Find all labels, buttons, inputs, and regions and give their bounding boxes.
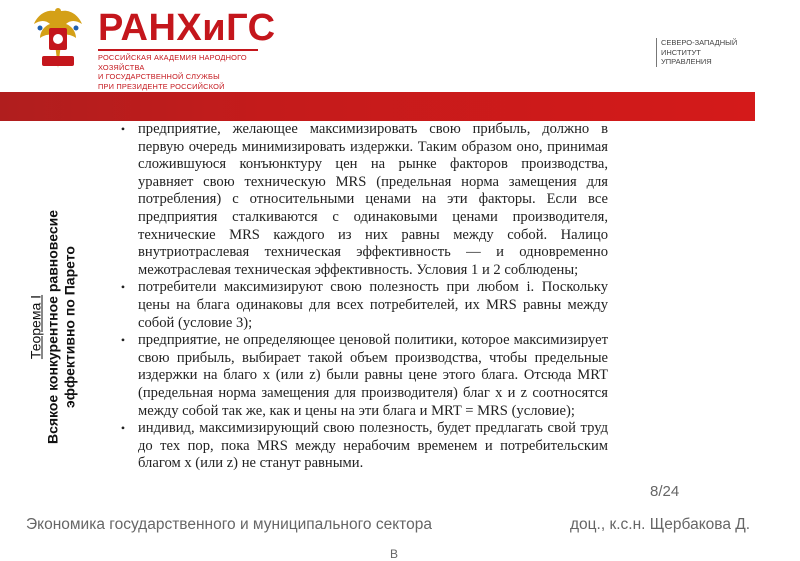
footer-clipped-text: В: [390, 547, 399, 561]
page-number: 8/24: [650, 483, 680, 500]
paragraph-text: индивид, максимизирующий свою полезность, будет предлагать свой труд до тех пор, пока MRS между нерабочим временем и потребительским благом x (или z) не станут равными.: [138, 420, 608, 472]
slide-body-text: [116, 121, 608, 473]
list-item: [116, 420, 608, 473]
list-item: [116, 279, 608, 332]
paragraph-text: потребители максимизируют свою полезность при любом i. Поскольку цены на блага одинаковы для всех потребителей, их MRS равны между собой (условие 3);: [138, 279, 608, 331]
list-item: [116, 332, 608, 420]
brand-logo: [98, 8, 276, 101]
header: [0, 0, 800, 92]
brand-sub-line: ПРИ ПРЕЗИДЕНТЕ РОССИЙСКОЙ: [98, 81, 225, 91]
footer-author: доц., к.с.н. Щербакова Д.: [570, 516, 751, 533]
footer-course: Экономика государственного и муниципального сектора: [26, 516, 432, 533]
institute-line: УПРАВЛЕНИЯ: [661, 57, 712, 66]
bullet-icon: •: [120, 280, 126, 295]
institute-line: ИНСТИТУТ: [661, 47, 701, 57]
institute-line: СЕВЕРО-ЗАПАДНЫЙ: [661, 38, 738, 47]
bullet-icon: •: [120, 421, 126, 436]
paragraph-text: предприятие, желающее максимизировать свою прибыль, должно в первую очередь минимизировать издержки. Таким образом оно, принимая сложившуюся конъюнктуру цен на рынке факторов производства, уравняет свою техническую MRS (предельная норма замещения для потребления) с относительными ценами на эти факторы. Если все предприятия сталкиваются с одинаковыми ценами производителя, технические MRS каждого из них равны между собой. Налицо внутриотраслевая техническая эффективность — и одновременно межотраслевая техническая эффективность. Условия 1 и 2 соблюдены;: [138, 121, 608, 278]
red-band: [0, 92, 755, 121]
paragraph-text: предприятие, не определяющее ценовой политики, которое максимизирует свою прибыль, выбирает такой объем производства, чтобы предельные издержки на благо x (или z) были равны цене этого блага. Отсюда MRT (предельная норма замещения для производителя) благ x и z соотносятся между собой так же, как и цены на эти блага и MRT = MRS (условие);: [138, 332, 608, 419]
theorem-statement-line-2: эффективно по Парето: [61, 246, 78, 408]
brand-sub-line: РОССИЙСКАЯ АКАДЕМИЯ НАРОДНОГО ХОЗЯЙСТВА: [98, 53, 247, 72]
list-item: [116, 121, 608, 279]
bullet-icon: •: [120, 333, 126, 348]
theorem-sidebar: [20, 190, 86, 465]
theorem-title: Теорема I: [27, 294, 44, 360]
institute-logo: [656, 38, 737, 67]
brand-name: РАНХиГС: [98, 7, 276, 49]
brand-sub-line: И ГОСУДАРСТВЕННОЙ СЛУЖБЫ: [98, 72, 220, 81]
emblem-icon: [30, 6, 86, 74]
bullet-icon: •: [120, 122, 126, 136]
theorem-rotated-text: [28, 190, 79, 465]
theorem-statement-line-1: Всякое конкурентное равновесие: [44, 209, 61, 445]
